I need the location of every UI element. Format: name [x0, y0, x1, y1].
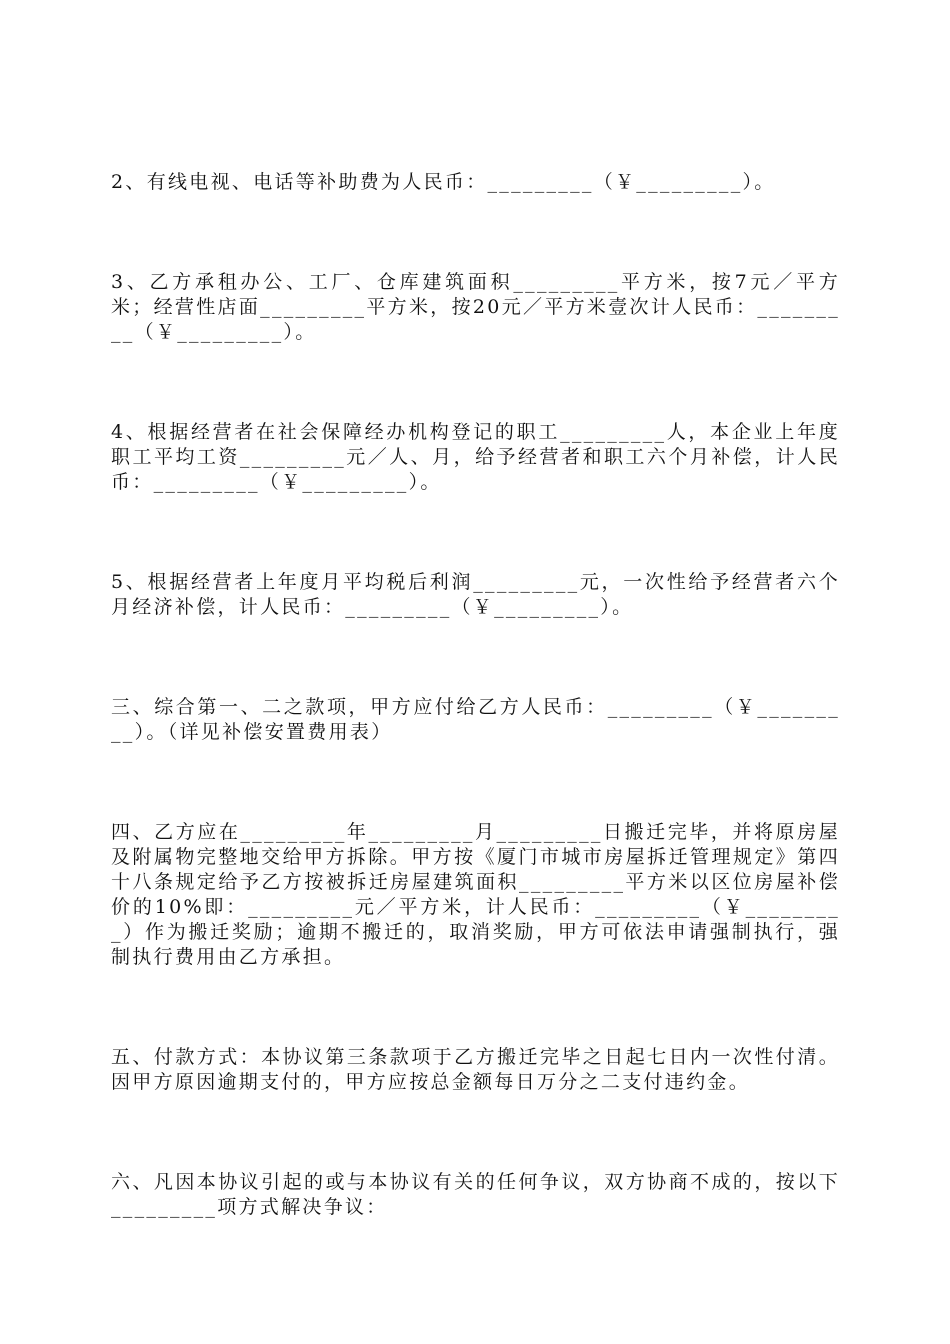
- clause-section-6-dispute-resolution: 六、凡因本协议引起的或与本协议有关的任何争议，双方协商不成的，按以下_________项方式解决争议：: [111, 1171, 840, 1218]
- clause-paragraph-4-staff-compensation: 4、根据经营者在社会保障经办机构登记的职工_________人，本企业上年度职工平均工资_________元／人、月，给予经营者和职工六个月补偿，计人民币：_________（￥_________）。: [111, 421, 840, 493]
- clause-section-4-relocation-deadline: 四、乙方应在_________年_________月_________日搬迁完毕，并将原房屋及附属物完整地交给甲方拆除。甲方按《厦门市城市房屋拆迁管理规定》第四十八条规定给予乙方按被拆迁房屋建筑面积_________平方米以区位房屋补偿价的10%即：_________元／平方米，计人民币：_________（￥_________）作为搬迁奖励；逾期不搬迁的，取消奖励，甲方可依法申请强制执行，强制执行费用由乙方承担。: [111, 821, 840, 968]
- clause-section-3-total-payment: 三、综合第一、二之款项，甲方应付给乙方人民币：_________（￥_________）。（详见补偿安置费用表）: [111, 696, 840, 743]
- clause-paragraph-3-rental-area: 3、乙方承租办公、工厂、仓库建筑面积_________平方米，按7元／平方米；经营性店面_________平方米，按20元／平方米壹次计人民币：_________（￥_________）。: [111, 271, 840, 343]
- clause-section-5-payment-method: 五、付款方式：本协议第三条款项于乙方搬迁完毕之日起七日内一次性付清。因甲方原因逾期支付的，甲方应按总金额每日万分之二支付违约金。: [111, 1046, 840, 1093]
- clause-paragraph-2-tv-phone-subsidy: 2、有线电视、电话等补助费为人民币：_________（￥_________）。: [111, 171, 776, 193]
- clause-paragraph-5-profit-compensation: 5、根据经营者上年度月平均税后利润_________元，一次性给予经营者六个月经济补偿，计人民币：_________（￥_________）。: [111, 571, 840, 618]
